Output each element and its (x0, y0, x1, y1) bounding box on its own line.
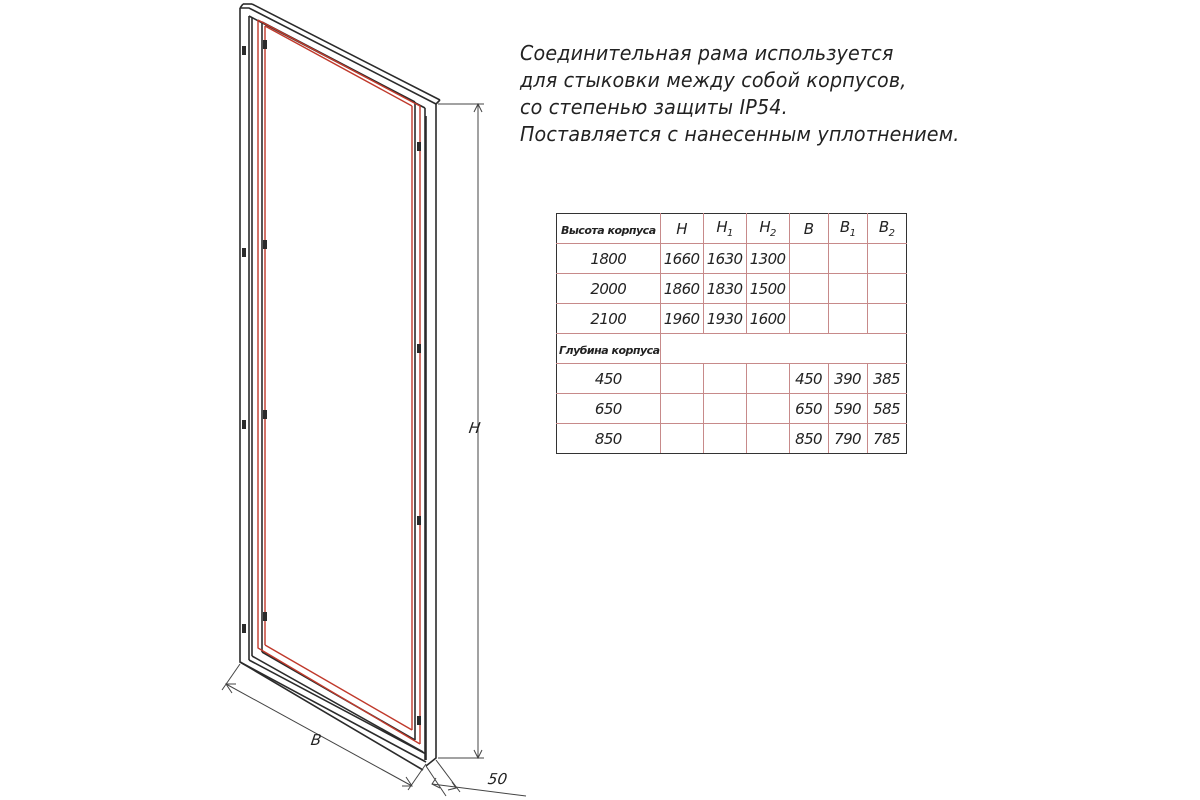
table-cell (867, 304, 906, 334)
column-header-label: B (803, 219, 814, 238)
table-cell (828, 244, 867, 274)
height-header-cell (557, 214, 661, 244)
mounting-hole-icon (263, 240, 267, 249)
column-header-label: B (839, 218, 850, 236)
table-cell (789, 304, 828, 334)
mounting-hole-icon (263, 40, 267, 49)
table-cell: 1600 (746, 304, 789, 334)
row-label: 450 (557, 364, 661, 394)
table-cell (867, 244, 906, 274)
mounting-hole-icon (263, 410, 267, 419)
table-cell: 385 (867, 364, 906, 394)
height-row (557, 274, 907, 304)
column-header (703, 214, 746, 244)
height-header-label: Высота корпуса (560, 223, 656, 237)
table-cell (746, 364, 789, 394)
table-cell: 1930 (703, 304, 746, 334)
table-cell (703, 394, 746, 424)
table-cell (660, 394, 703, 424)
column-header-subscript: 1 (727, 228, 733, 239)
table-cell: 790 (828, 424, 867, 454)
table-cell: 1830 (703, 274, 746, 304)
mounting-holes (242, 40, 421, 725)
table-cell: 1630 (703, 244, 746, 274)
table-cell (789, 244, 828, 274)
depth-row (557, 424, 907, 454)
table-cell (703, 424, 746, 454)
column-header-subscript: 2 (888, 228, 895, 239)
row-label: 1800 (557, 244, 661, 274)
column-header-subscript: 2 (770, 228, 776, 239)
table-cell: 850 (789, 424, 828, 454)
description-line: со степенью защиты IP54. (520, 95, 788, 119)
depth-row (557, 364, 907, 394)
table-cell: 1960 (660, 304, 703, 334)
mounting-hole-icon (417, 716, 421, 725)
depth-row (557, 394, 907, 424)
mounting-hole-icon (417, 516, 421, 525)
table-cell: 450 (789, 364, 828, 394)
mounting-hole-icon (242, 46, 246, 55)
seal-line (258, 20, 420, 744)
description-line: Соединительная рама используется (520, 41, 894, 65)
height-row (557, 244, 907, 274)
mounting-hole-icon (263, 612, 267, 621)
table-header-row (557, 214, 907, 244)
column-header-label: H (676, 219, 687, 238)
column-header-label: H (716, 218, 728, 236)
mounting-hole-icon (417, 142, 421, 151)
depth-header-label: Глубина корпуса (559, 343, 660, 357)
table-cell: 1500 (746, 274, 789, 304)
column-header-label: H (759, 218, 771, 236)
spec-table (556, 213, 907, 454)
table-cell (828, 304, 867, 334)
table-cell (789, 274, 828, 304)
row-label: 2100 (557, 304, 661, 334)
depth-header-cell (557, 334, 661, 364)
column-header-label: B (878, 218, 889, 236)
column-header (746, 214, 789, 244)
table-cell: 390 (828, 364, 867, 394)
mounting-hole-icon (242, 420, 246, 429)
height-row (557, 304, 907, 334)
depth-header-span (660, 334, 906, 364)
row-label: 850 (557, 424, 661, 454)
column-header (867, 214, 906, 244)
table-cell: 1300 (746, 244, 789, 274)
table-cell: 585 (867, 394, 906, 424)
table-cell (828, 274, 867, 304)
row-label: 2000 (557, 274, 661, 304)
table-cell (660, 364, 703, 394)
table-cell (660, 424, 703, 454)
table-cell (703, 364, 746, 394)
table-cell (867, 274, 906, 304)
width-dimension-label: B (309, 731, 323, 749)
column-header (660, 214, 703, 244)
mounting-hole-icon (242, 624, 246, 633)
column-header (789, 214, 828, 244)
table-cell: 650 (789, 394, 828, 424)
depth-header-row (557, 334, 907, 364)
table-cell: 1660 (660, 244, 703, 274)
description-line: Поставляется с нанесенным уплотнением. (520, 122, 960, 146)
table-cell (746, 394, 789, 424)
description-text (520, 40, 966, 148)
table-cell (746, 424, 789, 454)
table-cell: 590 (828, 394, 867, 424)
column-header (828, 214, 867, 244)
table-cell: 785 (867, 424, 906, 454)
spec-table-body (557, 214, 907, 454)
column-header-subscript: 1 (849, 228, 856, 239)
height-dimension-label: H (467, 419, 482, 437)
dimension-lines (222, 104, 526, 796)
description-line: для стыковки между собой корпусов, (520, 68, 907, 92)
row-label: 650 (557, 394, 661, 424)
table-cell: 1860 (660, 274, 703, 304)
mounting-hole-icon (417, 344, 421, 353)
depth-dimension-label: 50 (486, 770, 509, 788)
mounting-hole-icon (242, 248, 246, 257)
